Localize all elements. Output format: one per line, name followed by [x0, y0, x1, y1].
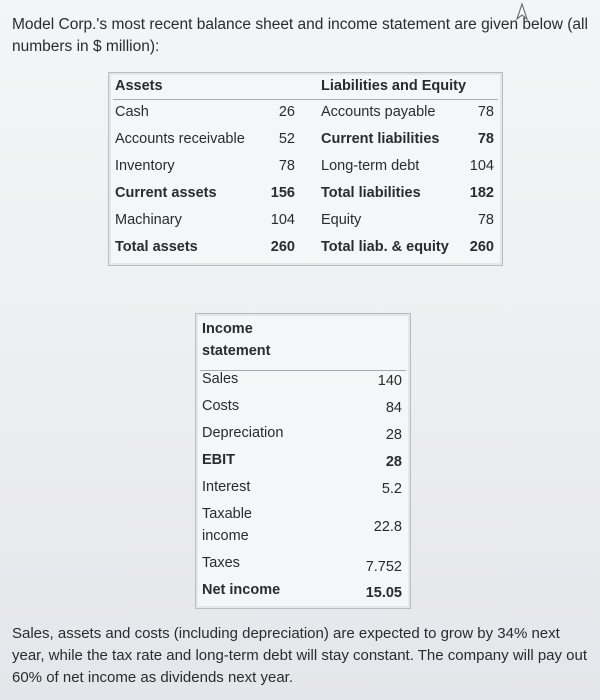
- income-row-value: 7.752: [365, 559, 402, 575]
- assets-header: Assets: [115, 78, 163, 94]
- income-row-label: Net income: [202, 582, 281, 598]
- asset-value: 78: [278, 158, 295, 174]
- liability-value: 78: [477, 104, 494, 120]
- income-row-value: 28: [385, 454, 402, 470]
- income-row-value: 22.8: [373, 519, 402, 535]
- asset-value: 52: [278, 131, 295, 147]
- asset-label: Total assets: [115, 239, 198, 255]
- liability-label: Long-term debt: [321, 158, 420, 174]
- income-row-value: 15.05: [365, 585, 402, 601]
- asset-label: Cash: [115, 104, 149, 120]
- income-row-label: Depreciation: [202, 425, 284, 441]
- income-row-label: Taxes: [202, 555, 240, 571]
- liability-label: Current liabilities: [321, 131, 440, 147]
- liability-label: Accounts payable: [321, 104, 436, 120]
- asset-label: Machinary: [115, 212, 182, 228]
- outro-text: Sales, assets and costs (including depreciation) are expected to grow by 34% next year, while the tax rate and long-term debt will stay constant. The company will pay out 60% of net income as dividends next year.: [12, 625, 588, 686]
- intro-text: Model Corp.'s most recent balance sheet and income statement are given below (all numbers in $ million):: [12, 16, 588, 55]
- income-row-value: 28: [385, 427, 402, 443]
- liability-label: Total liab. & equity: [321, 239, 449, 255]
- asset-label: Accounts receivable: [115, 131, 245, 147]
- income-row-label: EBIT: [202, 452, 236, 468]
- income-header-line1: Income: [202, 321, 253, 337]
- asset-value: 156: [270, 185, 295, 201]
- income-row-value: 140: [377, 373, 402, 389]
- liability-value: 104: [469, 158, 494, 174]
- asset-value: 104: [270, 212, 295, 228]
- liabilities-header: Liabilities and Equity: [321, 78, 467, 94]
- asset-value: 260: [270, 239, 295, 255]
- income-row-value: 84: [385, 400, 402, 416]
- asset-label: Inventory: [115, 158, 175, 174]
- income-row-value: 5.2: [381, 481, 402, 497]
- income-row-label: Costs: [202, 398, 240, 414]
- liability-value: 78: [477, 131, 494, 147]
- income-header-line2: statement: [202, 343, 271, 359]
- income-row-label: Interest: [202, 479, 251, 495]
- asset-label: Current assets: [115, 185, 217, 201]
- income-statement-table: [195, 313, 411, 609]
- balance-sheet-table: [108, 72, 503, 266]
- income-row-label-line2: income: [202, 528, 249, 544]
- liability-label: Total liabilities: [321, 185, 421, 201]
- income-row-label-line1: Taxable: [202, 506, 252, 522]
- liability-value: 260: [469, 239, 494, 255]
- mouse-cursor-icon: [515, 2, 529, 20]
- liability-label: Equity: [321, 212, 362, 228]
- asset-value: 26: [278, 104, 295, 120]
- income-row-label: Sales: [202, 371, 239, 387]
- liability-value: 182: [469, 185, 494, 201]
- liability-value: 78: [477, 212, 494, 228]
